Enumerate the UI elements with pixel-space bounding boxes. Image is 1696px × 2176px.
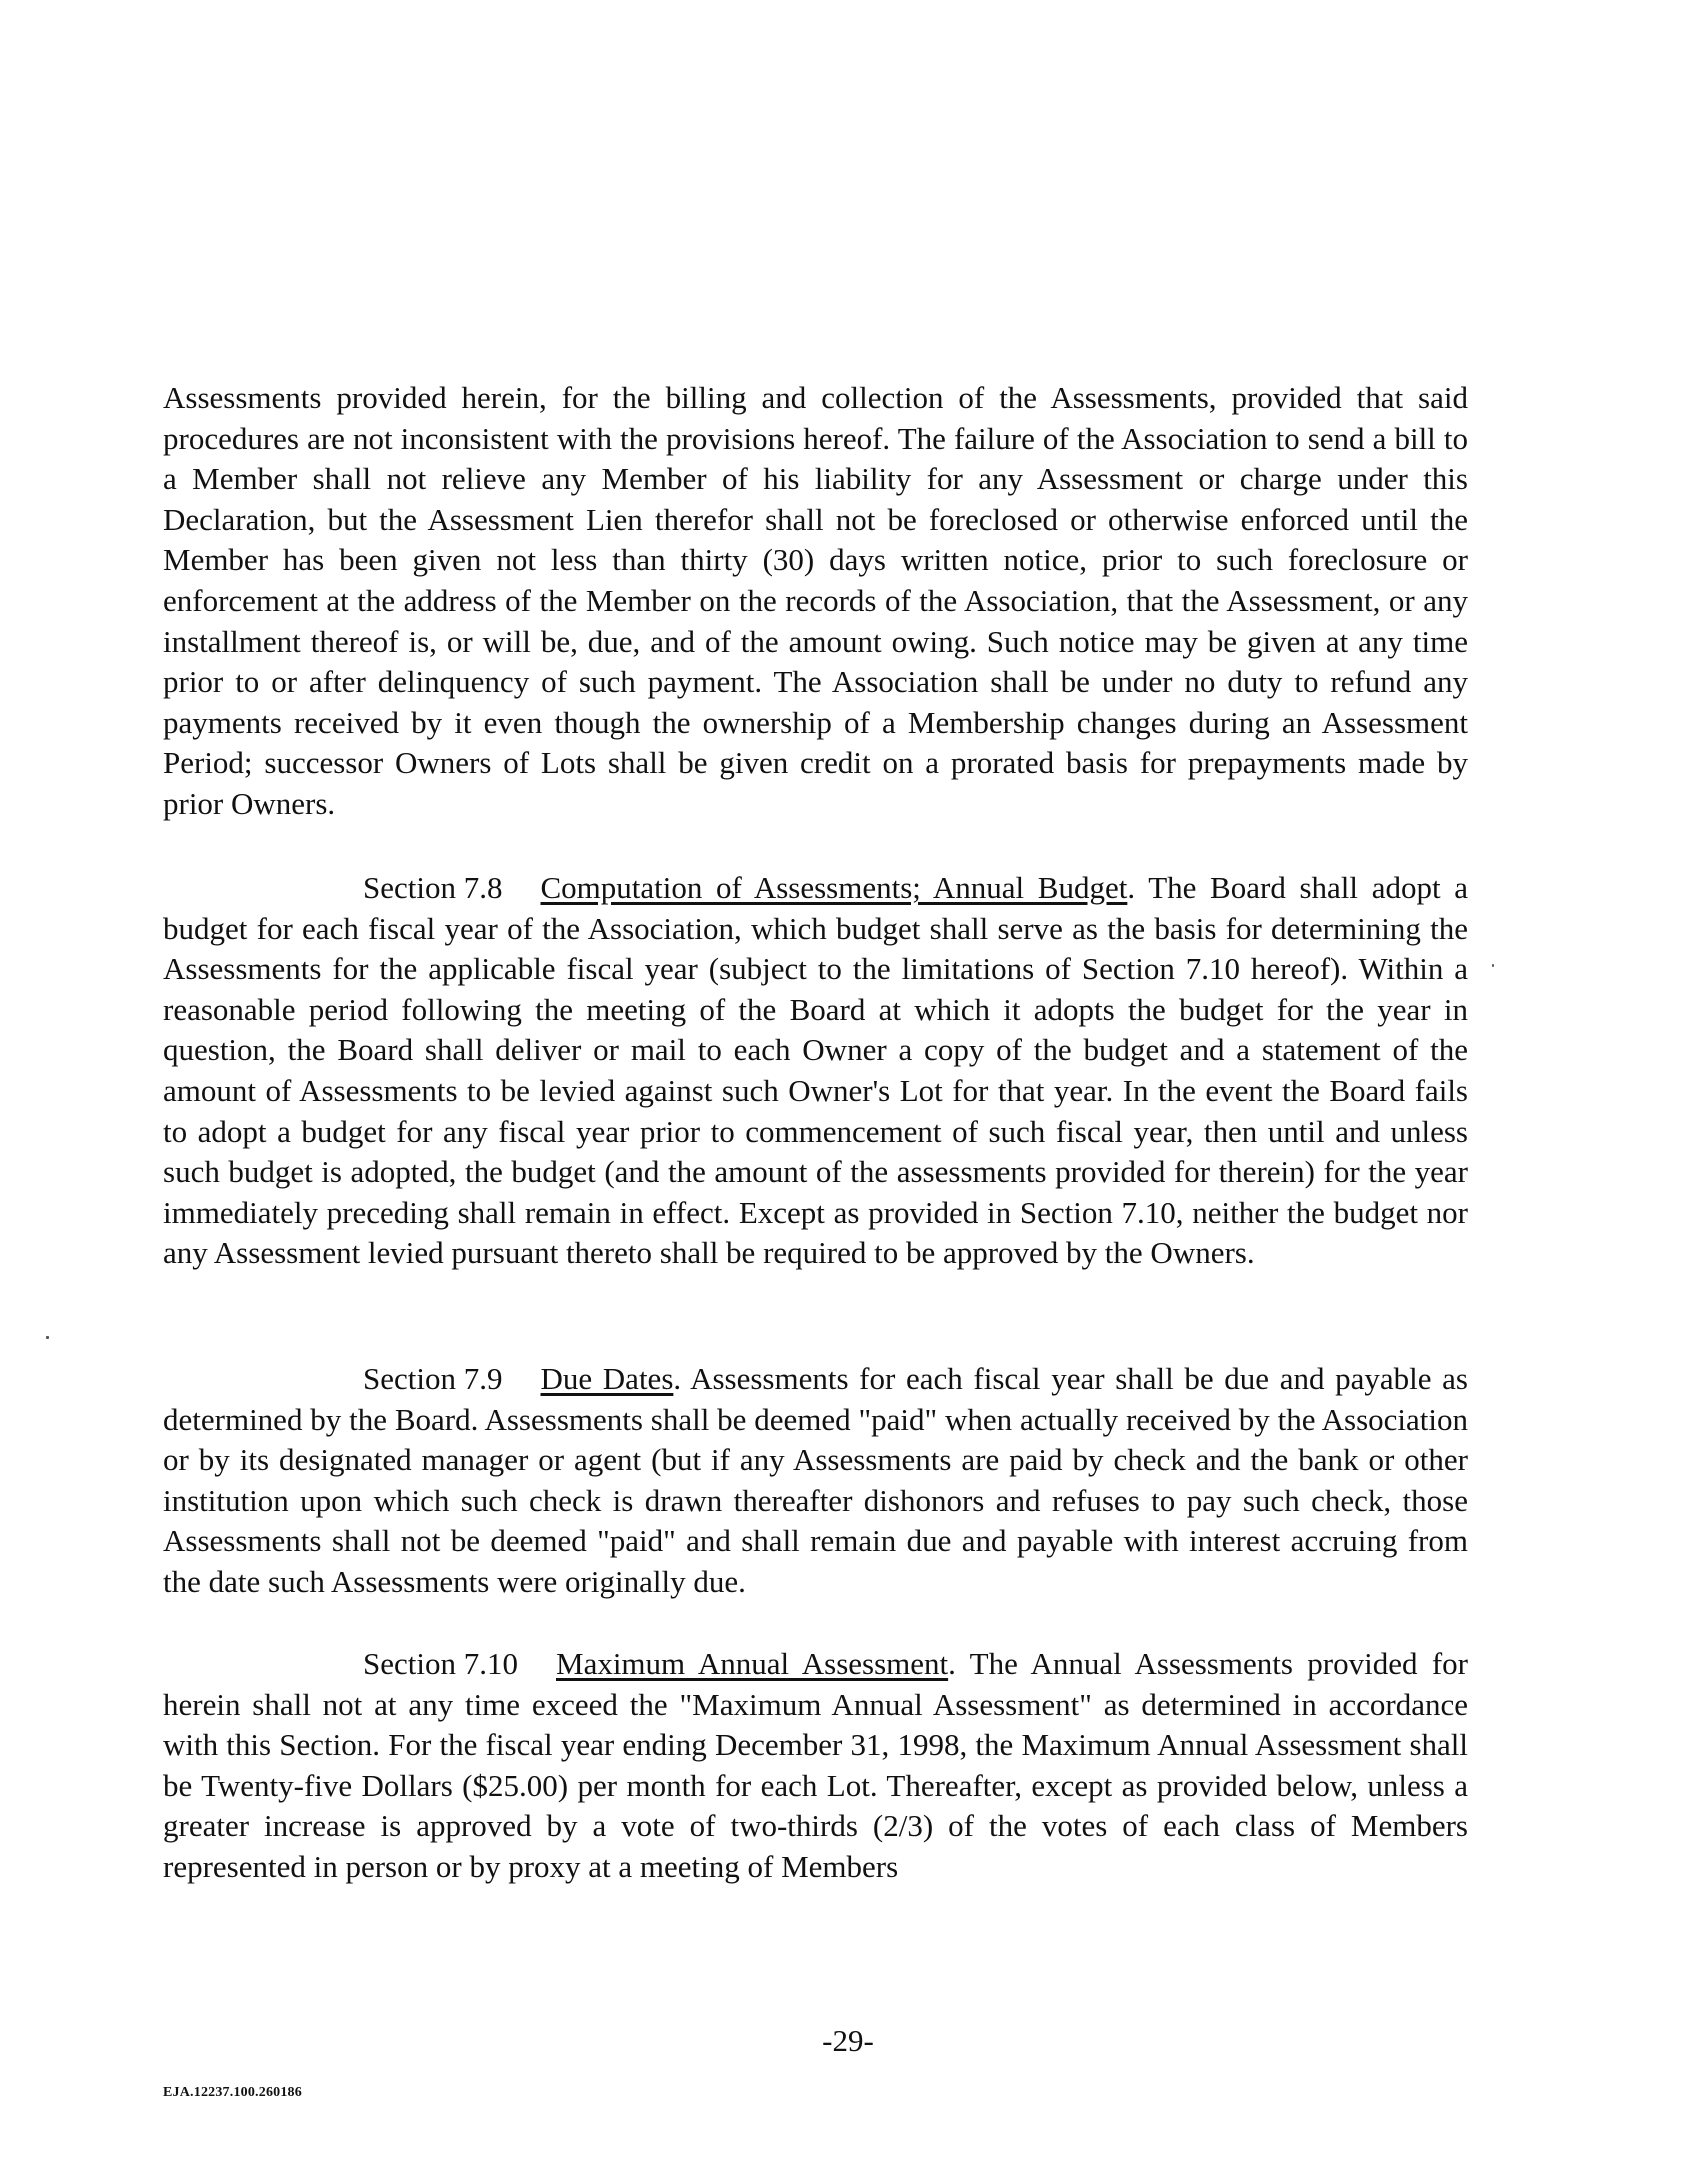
scan-speck: [46, 1336, 49, 1339]
section-7-8-heading: Computation of Assessments; Annual Budget: [540, 870, 1128, 905]
section-7-9-text: . Assessments for each fiscal year shall be due and payable as determined by the Board. Assessments shall be deemed "paid" when actually received by the Association or by its designated manager or agent (but if any Assessments are paid by check and the bank or other institution upon which such check is drawn thereafter dishonors and refuses to pay such check, those Assessments shall not be deemed "paid" and shall remain due and payable with interest accruing from the date such Assessments were originally due.: [163, 1361, 1468, 1599]
section-7-8-number: Section 7.8: [363, 870, 503, 905]
section-7-10-text: . The Annual Assessments provided for herein shall not at any time exceed the "Maximum Annual Assessment" as determined in accordance with this Section. For the fiscal year ending December 31, 1998, the Maximum Annual Assessment shall be Twenty-five Dollars ($25.00) per month for each Lot. Thereafter, except as provided below, unless a greater increase is approved by a vote of two-thirds (2/3) of the votes of each class of Members represented in person or by proxy at a meeting of Members: [163, 1646, 1468, 1884]
paragraph-assessments-billing: Assessments provided herein, for the billing and collection of the Assessments, provided that said procedures are not inconsistent with the provisions hereof. The failure of the Association to send a bill to a Member shall not relieve any Member of his liability for any Assessment or charge under this Declaration, but the Assessment Lien therefor shall not be foreclosed or otherwise enforced until the Member has been given not less than thirty (30) days written notice, prior to such foreclosure or enforcement at the address of the Member on the records of the Association, that the Assessment, or any installment thereof is, or will be, due, and of the amount owing. Such notice may be given at any time prior to or after delinquency of such payment. The Association shall be under no duty to refund any payments received by it even though the ownership of a Membership changes during an Assessment Period; successor Owners of Lots shall be given credit on a prorated basis for prepayments made by prior Owners.: [163, 380, 1468, 821]
section-7-9-heading: Due Dates: [540, 1361, 674, 1396]
section-7-8-text: . The Board shall adopt a budget for each fiscal year of the Association, which budget shall serve as the basis for determining the Assessments for the applicable fiscal year (subject to the limitations of Section 7.10 hereof). Within a reasonable period following the meeting of the Board at which it adopts the budget for the year in question, the Board shall deliver or mail to each Owner a copy of the budget and a statement of the amount of Assessments to be levied against such Owner's Lot for that year. In the event the Board fails to adopt a budget for any fiscal year prior to commencement of such fiscal year, then until and unless such budget is adopted, the budget (and the amount of the assessments provided for therein) for the year immediately preceding shall remain in effect. Except as provided in Section 7.10, neither the budget nor any Assessment levied pursuant thereto shall be required to be approved by the Owners.: [163, 870, 1469, 1271]
section-7-10-number: Section 7.10: [363, 1646, 518, 1681]
section-7-9-number: Section 7.9: [363, 1361, 503, 1396]
page-number: -29-: [822, 2023, 874, 2058]
scan-speck: [1492, 964, 1494, 967]
section-7-10-heading: Maximum Annual Assessment: [556, 1646, 949, 1681]
section-7-8-paragraph: [163, 868, 1468, 1274]
document-id: EJA.12237.100.260186: [163, 2085, 302, 2100]
section-7-10-paragraph: [163, 1644, 1468, 1888]
section-7-9-paragraph: [163, 1359, 1468, 1603]
